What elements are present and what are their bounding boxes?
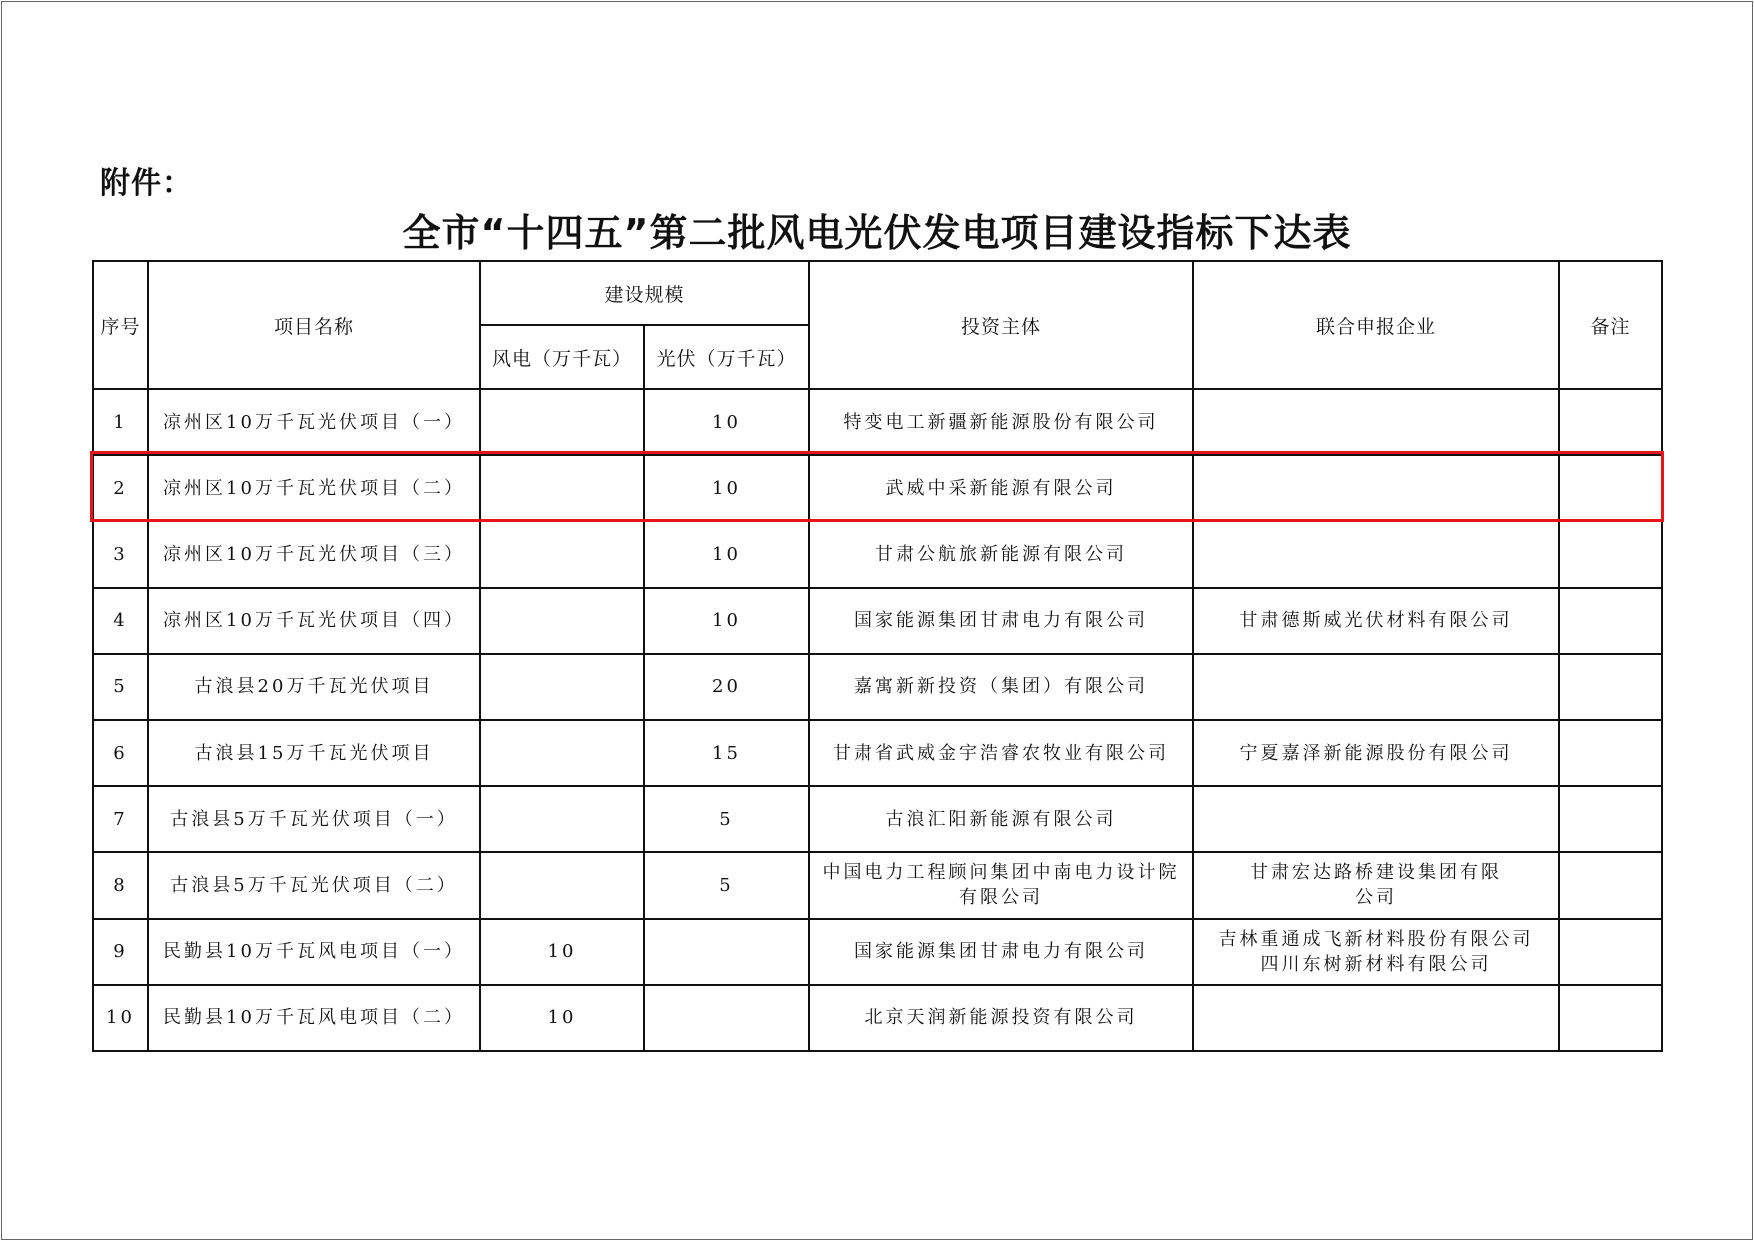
cell-seq: [93, 455, 148, 521]
cell-wind: [480, 455, 644, 521]
cell-project-name: [148, 919, 480, 985]
table-row: [93, 919, 1662, 985]
cell-project-name-text: 凉州区10万千瓦光伏项目（一）: [163, 411, 465, 433]
table-row: [93, 389, 1662, 455]
cell-investor-text: 特变电工新疆新能源股份有限公司: [843, 411, 1159, 433]
cell-seq-text: 6: [113, 742, 128, 764]
cell-solar: [644, 852, 809, 918]
cell-investor: [809, 786, 1193, 852]
cell-seq-text: 3: [113, 543, 128, 565]
header-solar: 光伏（万千瓦）: [644, 325, 809, 389]
cell-investor-text: 国家能源集团甘肃电力有限公司: [854, 941, 1149, 963]
cell-investor-text: 甘肃省武威金宇浩睿农牧业有限公司: [833, 742, 1170, 764]
cell-remark: [1559, 852, 1662, 918]
cell-wind: [480, 654, 644, 720]
cell-investor-text: 中国电力工程顾问集团中南电力设计院: [822, 862, 1180, 884]
cell-project-name: [148, 455, 480, 521]
cell-remark: [1559, 389, 1662, 455]
cell-joint-applicant: [1193, 919, 1559, 985]
cell-seq: [93, 786, 148, 852]
cell-seq: [93, 720, 148, 786]
cell-seq-text: 2: [113, 477, 128, 499]
cell-investor-text: 国家能源集团甘肃电力有限公司: [854, 610, 1149, 632]
cell-wind: [480, 720, 644, 786]
cell-solar: [644, 455, 809, 521]
cell-joint-applicant: [1193, 521, 1559, 587]
cell-joint-applicant-text: 宁夏嘉泽新能源股份有限公司: [1239, 742, 1513, 764]
cell-joint-applicant-text: 甘肃宏达路桥建设集团有限: [1250, 862, 1503, 884]
cell-project-name: [148, 720, 480, 786]
cell-remark: [1559, 919, 1662, 985]
header-investor: 投资主体: [809, 261, 1193, 389]
cell-seq: [93, 985, 148, 1051]
cell-wind: [480, 389, 644, 455]
cell-joint-applicant: [1193, 852, 1559, 918]
cell-investor: [809, 389, 1193, 455]
header-project-name: 项目名称: [148, 261, 480, 389]
cell-investor: [809, 654, 1193, 720]
cell-seq-text: 10: [106, 1007, 135, 1029]
cell-seq-text: 1: [113, 411, 128, 433]
cell-investor: [809, 919, 1193, 985]
cell-project-name: [148, 786, 480, 852]
cell-solar-text: 10: [712, 543, 741, 565]
cell-solar-text: 10: [712, 610, 741, 632]
cell-joint-applicant: [1193, 588, 1559, 654]
cell-joint-applicant-text-line2: 公司: [1355, 887, 1398, 909]
cell-investor-text: 嘉寓新新投资（集团）有限公司: [854, 676, 1149, 698]
cell-remark: [1559, 455, 1662, 521]
cell-solar: [644, 654, 809, 720]
cell-joint-applicant: [1193, 654, 1559, 720]
cell-investor-text: 古浪汇阳新能源有限公司: [885, 808, 1117, 830]
cell-investor: [809, 455, 1193, 521]
cell-seq-text: 9: [113, 941, 128, 963]
page-title: 全市“十四五”第二批风电光伏发电项目建设指标下达表: [402, 211, 1352, 255]
cell-seq: [93, 919, 148, 985]
cell-seq: [93, 521, 148, 587]
table-row: [93, 786, 1662, 852]
cell-project-name-text: 古浪县5万千瓦光伏项目（二）: [170, 874, 458, 896]
cell-project-name-text: 古浪县15万千瓦光伏项目: [194, 742, 434, 764]
cell-solar: [644, 521, 809, 587]
cell-solar: [644, 985, 809, 1051]
cell-investor: [809, 720, 1193, 786]
cell-remark: [1559, 588, 1662, 654]
header-wind: 风电（万千瓦）: [480, 325, 644, 389]
table-row: [93, 852, 1662, 918]
cell-project-name: [148, 389, 480, 455]
cell-investor-text: 北京天润新能源投资有限公司: [864, 1007, 1138, 1029]
cell-project-name-text: 凉州区10万千瓦光伏项目（二）: [163, 477, 465, 499]
cell-solar: [644, 786, 809, 852]
cell-project-name: [148, 588, 480, 654]
cell-investor-text: 甘肃公航旅新能源有限公司: [875, 543, 1128, 565]
cell-investor: [809, 985, 1193, 1051]
cell-project-name-text: 古浪县20万千瓦光伏项目: [194, 676, 434, 698]
cell-wind: [480, 786, 644, 852]
cell-remark: [1559, 720, 1662, 786]
cell-solar: [644, 919, 809, 985]
cell-remark: [1559, 654, 1662, 720]
table-row: [93, 720, 1662, 786]
cell-project-name-text: 凉州区10万千瓦光伏项目（四）: [163, 610, 465, 632]
cell-solar-text: 20: [712, 676, 741, 698]
cell-solar-text: 5: [719, 808, 734, 830]
table-row: [93, 654, 1662, 720]
cell-wind: [480, 919, 644, 985]
cell-seq: [93, 389, 148, 455]
cell-project-name-text: 凉州区10万千瓦光伏项目（三）: [163, 543, 465, 565]
cell-solar-text: 15: [712, 742, 741, 764]
indicator-table: [92, 260, 1663, 1052]
attachment-label: 附件：: [100, 166, 193, 201]
cell-joint-applicant: [1193, 786, 1559, 852]
cell-investor: [809, 852, 1193, 918]
cell-seq: [93, 588, 148, 654]
cell-investor-text: 武威中采新能源有限公司: [885, 477, 1117, 499]
cell-wind-text: 10: [547, 1007, 577, 1029]
cell-seq-text: 7: [113, 808, 128, 830]
header-joint-applicant: 联合申报企业: [1193, 261, 1559, 389]
cell-joint-applicant: [1193, 720, 1559, 786]
cell-seq-text: 4: [113, 610, 128, 632]
cell-project-name-text: 古浪县5万千瓦光伏项目（一）: [170, 808, 458, 830]
cell-project-name-text: 民勤县10万千瓦风电项目（一）: [163, 941, 465, 963]
cell-project-name: [148, 521, 480, 587]
table-row: [93, 521, 1662, 587]
cell-solar-text: 5: [719, 874, 734, 896]
cell-solar: [644, 389, 809, 455]
cell-investor-text-line2: 有限公司: [959, 887, 1044, 909]
cell-solar: [644, 588, 809, 654]
cell-investor: [809, 521, 1193, 587]
cell-investor: [809, 588, 1193, 654]
cell-wind: [480, 985, 644, 1051]
cell-solar: [644, 720, 809, 786]
cell-wind: [480, 588, 644, 654]
header-seq: 序号: [93, 261, 148, 389]
cell-joint-applicant: [1193, 389, 1559, 455]
cell-remark: [1559, 521, 1662, 587]
cell-remark: [1559, 786, 1662, 852]
table-row: [93, 985, 1662, 1051]
cell-joint-applicant: [1193, 985, 1559, 1051]
cell-joint-applicant: [1193, 455, 1559, 521]
cell-wind-text: 10: [547, 941, 577, 963]
cell-wind: [480, 852, 644, 918]
cell-solar-text: 10: [712, 411, 741, 433]
cell-seq: [93, 654, 148, 720]
cell-project-name: [148, 852, 480, 918]
cell-project-name: [148, 654, 480, 720]
cell-joint-applicant-text-line2: 四川东树新材料有限公司: [1260, 953, 1492, 975]
cell-remark: [1559, 985, 1662, 1051]
cell-solar-text: 10: [712, 477, 741, 499]
header-remark: 备注: [1559, 261, 1662, 389]
cell-seq-text: 8: [113, 874, 128, 896]
cell-project-name: [148, 985, 480, 1051]
cell-seq: [93, 852, 148, 918]
table-row: [93, 455, 1662, 521]
cell-joint-applicant-text: 甘肃德斯威光伏材料有限公司: [1239, 610, 1513, 632]
cell-joint-applicant-text: 吉林重通成飞新材料股份有限公司: [1218, 928, 1534, 950]
cell-wind: [480, 521, 644, 587]
table-row: [93, 588, 1662, 654]
cell-project-name-text: 民勤县10万千瓦风电项目（二）: [163, 1007, 465, 1029]
header-construction-scale: 建设规模: [480, 261, 809, 325]
cell-seq-text: 5: [113, 676, 128, 698]
